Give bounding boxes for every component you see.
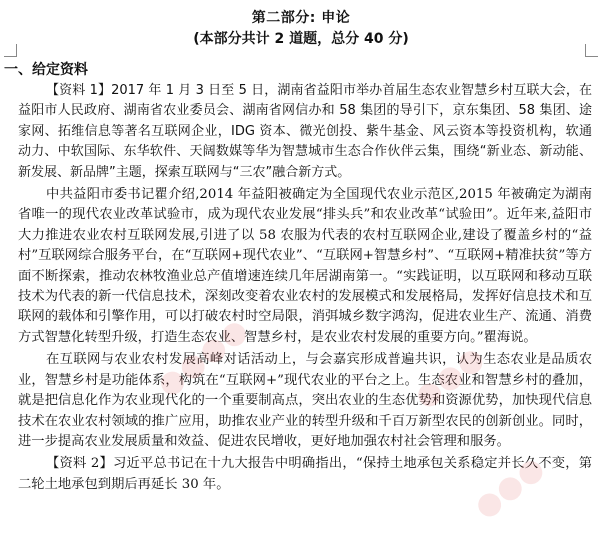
paragraph-dialogue-consensus: 在互联网与农业农村发展高峰对话活动上，与会嘉宾形成普遍共识，认为生态农业是品质农业，智慧乡村是功能体系，构筑在“互联网+”现代农业的平台之上。生态农业和智慧乡村的叠加，就是把信息化作为农业现代化的一个重要制高点，突出农业的生态优势和资源优势，加快现代信息技术在农业农村领域的推广应用，助推农业产业的转型升级和千百万新型农民的创新创业。同时，进一步提高农业发展质量和效益、促进农民增收，更好地加强农村社会管理和服务。 [18, 352, 592, 449]
watermark-graphic: ●●● [467, 449, 551, 526]
paragraph-material-1: 【资料 1】2017 年 1 月 3 日至 5 日，湖南省益阳市举办首届生态农业智慧乡村互联大会，在益阳市人民政府、湖南省农业委员会、湖南省网信办和 58 集团的导引下，京东集团、58 集团、途家网、拓维信息等著名互联网企业，IDG 资本、微光创投、紫牛基金、风云资本等投资机构，软通动力、中软国际、东华软件、天阔数媒等华为智慧城市生态合作伙伴云集，围绕“新业态、新动能、新发展、新品牌”主题，探索互联网与“三农”融合新方式。 [18, 83, 592, 180]
watermark-graphic: ●●● [407, 339, 491, 416]
page-title: 第二部分: 申论 [251, 10, 351, 26]
section-heading: 一、给定资料 [4, 62, 88, 78]
material-body [18, 81, 592, 495]
paragraph-material-2: 【资料 2】习近平总书记在十九大报告中明确指出，“保持土地承包关系稳定并长久不变，第二轮土地承包到期后再延长 30 年。 [18, 456, 592, 492]
page-subtitle: (本部分共计 2 道题，总分 40 分) [193, 31, 409, 47]
paragraph-secretary-remarks: 中共益阳市委书记瞿介绍,2014 年益阳被确定为全国现代农业示范区,2015 年被确定为湖南省唯一的现代农业改革试验市，成为现代农业发展“排头兵”和农业改革“试验田”。近年来,益阳市大力推进农业农村互联网发展,引进了以 58 农服为代表的农村互联网企业,建设了覆盖乡村的“益村”互联网综合服务平台，在“互联网+现代农业”、“互联网+智慧乡村”、“互联网+精准扶贫”等方面不断探索，推动农林牧渔业总产值增速连续几年居湖南第一。“实践证明，以互联网和移动互联技术为代表的新一代信息技术，深刻改变着农业农村的发展模式和发展格局，发挥好信息技术和互联网的载体和引擎作用，可以打破农村时空局限，消弭城乡数字鸿沟，促进农业生产、流通、消费方式智慧化转型升级，打造生态农业、智慧乡村，是农业农村发展的重要方向。”瞿海说。 [18, 187, 592, 345]
watermark-graphic: ●●●● [150, 311, 255, 404]
